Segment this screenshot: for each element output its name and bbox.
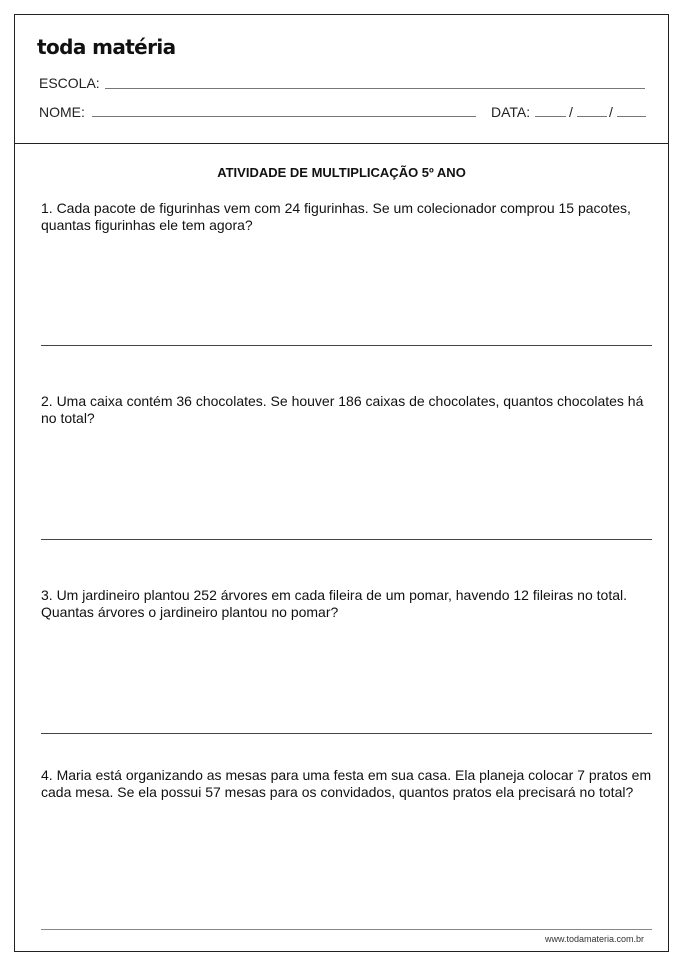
worksheet xyxy=(14,14,669,952)
school-field[interactable] xyxy=(105,88,645,89)
school-label: ESCOLA: xyxy=(39,75,100,91)
brand-logo: toda matéria xyxy=(37,35,176,59)
question-4: 4. Maria está organizando as mesas para uma festa em sua casa. Ela planeja colocar 7 pratos em cada mesa. Se ela possui 57 mesas para os convidados, quantos pratos ela precisará no total? xyxy=(41,767,652,800)
question-1: 1. Cada pacote de figurinhas vem com 24 figurinhas. Se um colecionador comprou 15 pacotes, quantas figurinhas ele tem agora? xyxy=(41,200,631,233)
date-month-field[interactable] xyxy=(577,116,607,117)
date-year-field[interactable] xyxy=(617,116,646,117)
question-2: 2. Uma caixa contém 36 chocolates. Se houver 186 caixas de chocolates, quantos chocolates há no total? xyxy=(41,393,644,426)
date-day-field[interactable] xyxy=(535,116,566,117)
name-label: NOME: xyxy=(39,104,85,120)
worksheet-header xyxy=(15,15,668,144)
answer-divider xyxy=(41,733,652,734)
name-field[interactable] xyxy=(92,116,476,117)
answer-divider xyxy=(41,539,652,540)
date-separator: / xyxy=(609,104,613,120)
question-3: 3. Um jardineiro plantou 252 árvores em cada fileira de um pomar, havendo 12 fileiras no total. Quantas árvores o jardineiro plantou no pomar? xyxy=(41,587,627,620)
answer-divider xyxy=(41,345,652,346)
date-separator: / xyxy=(569,104,573,120)
date-label: DATA: xyxy=(491,104,531,120)
worksheet-title: ATIVIDADE DE MULTIPLICAÇÃO 5º ANO xyxy=(217,165,466,180)
footer-url: www.todamateria.com.br xyxy=(544,934,644,944)
footer-divider xyxy=(41,929,652,930)
